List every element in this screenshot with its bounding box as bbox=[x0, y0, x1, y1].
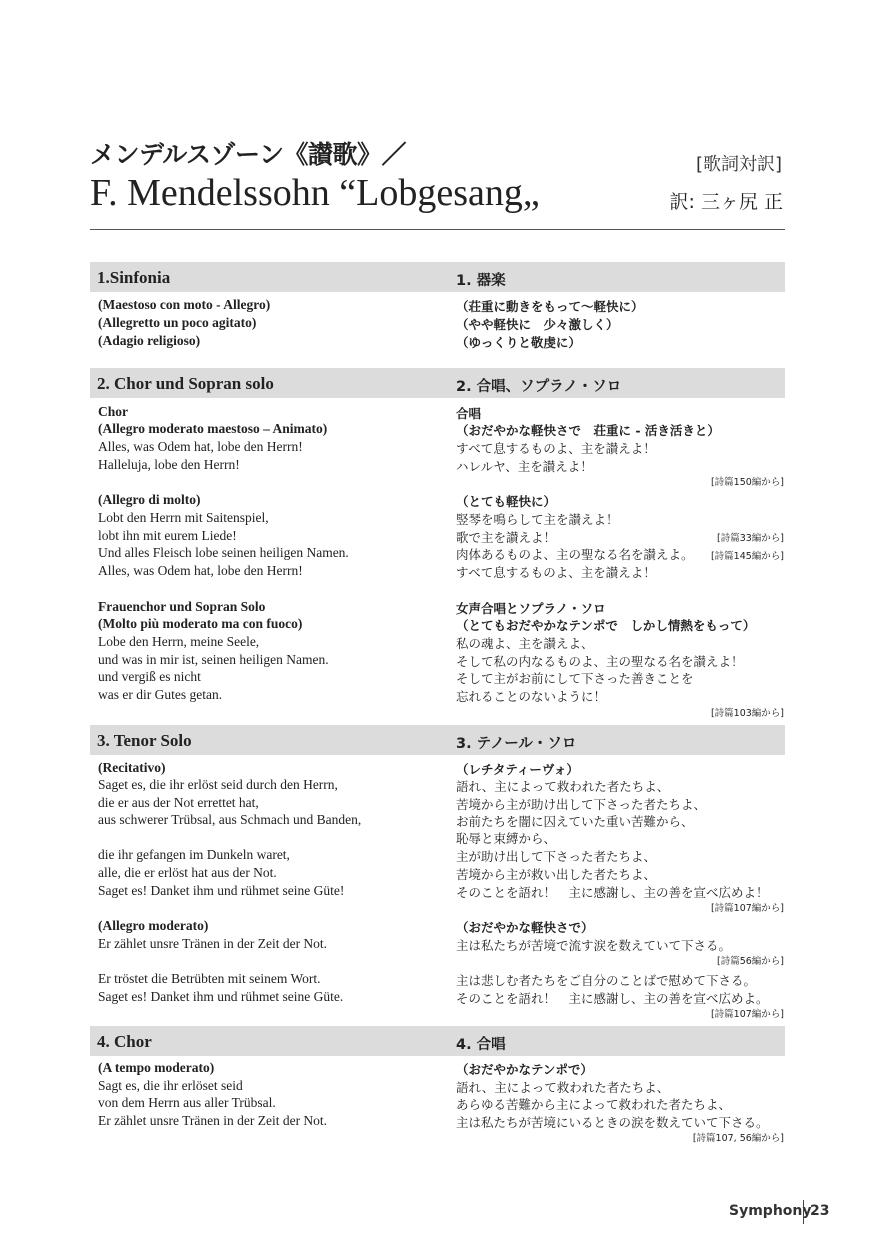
lyric-de: (Adagio religioso) bbox=[98, 333, 201, 348]
psalm-reference: [詩篇107, 56編から] bbox=[692, 1133, 784, 1144]
section-title-jp: 2. 合唱、ソプラノ・ソロ bbox=[456, 379, 622, 395]
section-title-de: 2. Chor und Sopran solo bbox=[97, 374, 274, 393]
section-header-1 bbox=[90, 262, 785, 292]
lyric-jp: 語れ、主によって救われた者たちよ、 bbox=[456, 779, 670, 794]
lyric-de: Er tröstet die Betrübten mit seinem Wort. bbox=[98, 971, 321, 986]
lyric-jp: 語れ、主によって救われた者たちよ、 bbox=[456, 1080, 670, 1095]
psalm-reference: [詩篇150編から] bbox=[710, 477, 784, 488]
lyric-jp: 女声合唱とソプラノ・ソロ bbox=[456, 601, 606, 616]
lyric-de: (Allegro moderato) bbox=[98, 918, 209, 933]
lyric-de: (Molto più moderato ma con fuoco) bbox=[98, 616, 303, 631]
lyric-de: Lobt den Herrn mit Saitenspiel, bbox=[98, 510, 269, 525]
lyric-jp: 肉体あるものよ、主の聖なる名を讃えよ。 bbox=[456, 547, 694, 562]
lyric-jp: 竪琴を鳴らして主を讃えよ！ bbox=[456, 512, 619, 527]
lyric-de: von dem Herrn aus aller Trübsal. bbox=[98, 1095, 276, 1110]
lyric-jp: 合唱 bbox=[456, 406, 482, 421]
page-title-english: F. Mendelssohn “Lobgesang„ bbox=[90, 172, 540, 214]
lyric-de: (A tempo moderato) bbox=[98, 1060, 215, 1075]
lyric-jp: そして私の内なるものよ、主の聖なる名を讃えよ！ bbox=[456, 654, 744, 669]
lyric-de: (Maestoso con moto - Allegro) bbox=[98, 297, 271, 312]
lyric-de: lobt ihn mit eurem Liede! bbox=[98, 528, 237, 543]
lyric-de: und vergiß es nicht bbox=[98, 669, 201, 684]
lyric-de: die er aus der Not errettet hat, bbox=[98, 795, 259, 810]
lyric-de: Saget es! Danket ihm und rühmet seine Güte! bbox=[98, 883, 345, 898]
lyric-de: (Allegro moderato maestoso – Animato) bbox=[98, 421, 328, 436]
lyric-jp: （とても軽快に） bbox=[456, 494, 557, 509]
lyric-de: Lobe den Herrn, meine Seele, bbox=[98, 634, 260, 649]
lyric-de: Saget es! Danket ihm und rühmet seine Güte. bbox=[98, 989, 344, 1004]
lyric-jp: 忘れることのないように！ bbox=[456, 689, 607, 704]
section-title-jp: 1. 器楽 bbox=[456, 273, 506, 289]
lyric-jp: 主は悲しむ者たちをご自分のことばで慰めて下さる。 bbox=[456, 973, 757, 988]
lyric-de: Und alles Fleisch lobe seinen heiligen Namen. bbox=[98, 545, 349, 560]
section-title-jp: 4. 合唱 bbox=[456, 1037, 506, 1053]
lyric-jp: すべて息するものよ、主を讃えよ！ bbox=[456, 565, 656, 580]
footer-divider bbox=[803, 1200, 804, 1224]
lyric-jp: （おだやかな軽快さで） bbox=[456, 920, 594, 935]
lyric-jp: （荘重に動きをもって〜軽快に） bbox=[456, 299, 644, 314]
psalm-reference: [詩篇56編から] bbox=[716, 956, 784, 967]
section-header-4 bbox=[90, 1026, 785, 1056]
lyric-de: aus schwerer Trübsal, aus Schmach und Banden, bbox=[98, 812, 362, 827]
psalm-reference: [詩篇33編から] bbox=[716, 533, 784, 544]
lyric-de: Alles, was Odem hat, lobe den Herrn! bbox=[98, 563, 303, 578]
psalm-reference: [詩篇103編から] bbox=[710, 708, 784, 719]
lyric-jp: （ゆっくりと敬虔に） bbox=[456, 335, 581, 350]
lyric-jp: ハレルヤ、主を讃えよ！ bbox=[456, 459, 593, 474]
lyric-de: Saget es, die ihr erlöst seid durch den Herrn, bbox=[98, 777, 338, 792]
lyric-de: (Allegretto un poco agitato) bbox=[98, 315, 257, 330]
section-title-de: 3. Tenor Solo bbox=[97, 731, 192, 750]
lyric-de: was er dir Gutes getan. bbox=[98, 687, 223, 702]
lyric-de: die ihr gefangen im Dunkeln waret, bbox=[98, 847, 290, 862]
lyric-jp: 歌で主を讃えよ！ bbox=[456, 530, 557, 545]
lyric-jp: 主が助け出して下さった者たちよ、 bbox=[456, 849, 657, 864]
section-header-3 bbox=[90, 725, 785, 755]
lyric-jp: そのことを語れ！ 主に感謝し、主の善を宣べ広めよ。 bbox=[456, 991, 769, 1006]
lyric-jp: そして主がお前にして下さった善きことを bbox=[456, 671, 694, 686]
lyric-jp: （おだやかな軽快さで 荘重に - 活き活きと） bbox=[456, 423, 720, 438]
lyric-jp: （レチタティーヴォ） bbox=[456, 762, 579, 777]
lyric-jp: すべて息するものよ、主を讃えよ！ bbox=[456, 441, 656, 456]
translator-label: 訳: 三ヶ尻 正 bbox=[669, 191, 783, 213]
lyric-de: (Recitativo) bbox=[98, 760, 166, 775]
page-title-japanese: メンデルスゾーン《讃歌》／ bbox=[90, 140, 407, 169]
lyric-jp: 苦境から主が助け出して下さった者たちよ、 bbox=[456, 797, 707, 812]
section-title-de: 4. Chor bbox=[97, 1032, 152, 1051]
lyric-de: Er zählet unsre Tränen in der Zeit der Not. bbox=[98, 936, 328, 951]
lyric-jp: 恥辱と束縛から、 bbox=[456, 831, 557, 846]
lyric-jp: 主は私たちが苦境で流す涙を数えていて下さる。 bbox=[456, 938, 732, 953]
lyric-jp: （おだやかなテンポで） bbox=[456, 1062, 593, 1077]
footer-brand: Symphony bbox=[729, 1203, 812, 1219]
section-title-jp: 3. テノール・ソロ bbox=[456, 736, 577, 752]
page-number: 23 bbox=[810, 1203, 830, 1219]
lyric-jp: お前たちを闇に囚えていた重い苦難から、 bbox=[456, 814, 694, 829]
psalm-reference: [詩篇107編から] bbox=[710, 1009, 784, 1020]
lyric-jp: （やや軽快に 少々激しく） bbox=[456, 317, 619, 332]
section-title-de: 1.Sinfonia bbox=[97, 268, 171, 287]
lyric-de: Sagt es, die ihr erlöset seid bbox=[98, 1078, 243, 1093]
lyric-de: Halleluja, lobe den Herrn! bbox=[98, 457, 240, 472]
lyric-de: Alles, was Odem hat, lobe den Herrn! bbox=[98, 439, 303, 454]
lyric-jp: 私の魂よ、主を讃えよ、 bbox=[456, 636, 594, 651]
psalm-reference: [詩篇145編から] bbox=[710, 551, 784, 562]
genre-label: [歌詞対訳] bbox=[695, 154, 782, 175]
title-divider bbox=[90, 229, 785, 230]
lyric-de: (Allegro di molto) bbox=[98, 492, 201, 507]
lyric-de: Frauenchor und Sopran Solo bbox=[98, 599, 266, 614]
lyric-jp: 主は私たちが苦境にいるときの涙を数えていて下さる。 bbox=[456, 1115, 769, 1130]
section-header-2 bbox=[90, 368, 785, 398]
lyric-de: Chor bbox=[98, 404, 128, 419]
lyric-de: alle, die er erlöst hat aus der Not. bbox=[98, 865, 277, 880]
psalm-reference: [詩篇107編から] bbox=[710, 903, 784, 914]
lyric-jp: そのことを語れ！ 主に感謝し、主の善を宣べ広めよ！ bbox=[456, 885, 769, 900]
lyric-de: und was in mir ist, seinen heiligen Namen. bbox=[98, 652, 329, 667]
lyric-jp: あらゆる苦難から主によって救われた者たちよ、 bbox=[456, 1097, 732, 1112]
lyric-de: Er zählet unsre Tränen in der Zeit der Not. bbox=[98, 1113, 328, 1128]
lyric-jp: （とてもおだやかなテンポで しかし情熱をもって） bbox=[456, 618, 756, 633]
lyric-jp: 苦境から主が救い出した者たちよ、 bbox=[456, 867, 657, 882]
